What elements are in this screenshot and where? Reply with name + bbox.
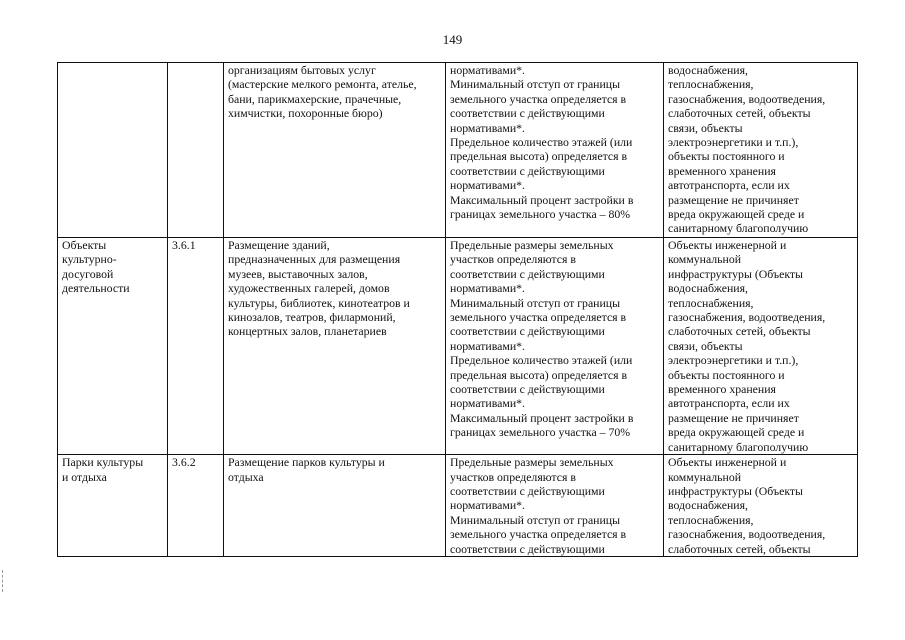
text-line: Минимальный отступ от границы <box>450 77 621 92</box>
auxiliary-uses-cell <box>664 455 858 557</box>
text-line: Минимальный отступ от границы <box>450 512 621 527</box>
text-line: временного хранения <box>668 163 776 178</box>
text-line: теплоснабжения, <box>668 295 754 310</box>
text-line: Объекты инженерной и <box>668 455 787 470</box>
text-line: слаботочных сетей, объекты <box>668 324 811 339</box>
text-line: объекты постоянного и <box>668 367 785 382</box>
scan-edge-mark <box>2 570 6 592</box>
text-line: химчистки, похоронные бюро) <box>228 106 383 121</box>
text-line: санитарному благополучию <box>668 221 809 236</box>
text-line: Предельные размеры земельных <box>450 238 614 252</box>
text-line: организациям бытовых услуг <box>228 63 376 77</box>
text-line: размещение не причиняет <box>668 192 799 207</box>
text-line: Предельное количество этажей (или <box>450 135 633 150</box>
text-line: отдыха <box>228 469 264 484</box>
text-line: автотранспорта, если их <box>668 178 790 193</box>
text-line: Максимальный процент застройки в <box>450 410 634 425</box>
auxiliary-uses-cell <box>664 238 858 455</box>
text-line: нормативами*. <box>450 498 525 513</box>
page-number: 149 <box>442 32 463 47</box>
use-description-cell <box>224 63 446 238</box>
text-line: Парки культуры <box>62 455 144 470</box>
text-line: водоснабжения, <box>668 63 748 77</box>
use-type-name-cell <box>58 238 168 455</box>
text-line: водоснабжения, <box>668 498 748 513</box>
text-line: и отдыха <box>62 469 107 484</box>
text-line: вреда окружающей среде и <box>668 207 805 222</box>
text-line: газоснабжения, водоотведения, <box>668 527 826 542</box>
text-line: художественных галерей, домов <box>228 281 390 296</box>
text-line: автотранспорта, если их <box>668 396 790 411</box>
use-type-code-cell: 3.6.2 <box>168 455 224 557</box>
building-parameters-cell <box>446 455 664 557</box>
text-line: концертных залов, планетариев <box>228 324 387 339</box>
text-line: связи, объекты <box>668 338 743 353</box>
text-line: теплоснабжения, <box>668 512 754 527</box>
land-use-table <box>57 62 858 557</box>
text-line: досуговой <box>62 266 114 281</box>
text-line: коммунальной <box>668 469 742 484</box>
text-line: временного хранения <box>668 382 776 397</box>
text-line: соответствии с действующими <box>450 324 605 339</box>
text-line: (мастерские мелкого ремонта, ателье, <box>228 77 417 92</box>
text-line: бани, парикмахерские, прачечные, <box>228 91 402 106</box>
use-type-code-cell: 3.6.1 <box>168 238 224 455</box>
text-line: размещение не причиняет <box>668 410 799 425</box>
building-parameters-cell <box>446 63 664 238</box>
text-line: предельная высота) определяется в <box>450 367 628 382</box>
text-line: музеев, выставочных залов, <box>228 266 368 281</box>
text-line: инфраструктуры (Объекты <box>668 266 803 281</box>
use-type-name-cell <box>58 455 168 557</box>
text-line: Размещение зданий, <box>228 238 330 252</box>
text-line: культуры, библиотек, кинотеатров и <box>228 295 410 310</box>
text-line: нормативами*. <box>450 396 525 411</box>
text-line: границах земельного участка – 70% <box>450 425 631 440</box>
text-line: земельного участка определяется в <box>450 527 627 542</box>
use-type-code-cell <box>168 63 224 238</box>
text-line: теплоснабжения, <box>668 77 754 92</box>
text-line: соответствии с действующими <box>450 106 605 121</box>
text-line: газоснабжения, водоотведения, <box>668 91 826 106</box>
text-line: соответствии с действующими <box>450 541 605 556</box>
text-line: соответствии с действующими <box>450 483 605 498</box>
text-line: деятельности <box>62 281 130 296</box>
building-parameters-cell <box>446 238 664 455</box>
text-line: санитарному благополучию <box>668 439 809 454</box>
text-line: слаботочных сетей, объекты <box>668 106 811 121</box>
text-line: коммунальной <box>668 252 742 267</box>
text-line: нормативами*. <box>450 63 525 77</box>
text-line: предельная высота) определяется в <box>450 149 628 164</box>
text-line: участков определяются в <box>450 252 576 267</box>
text-line: Объекты инженерной и <box>668 238 787 252</box>
text-line: водоснабжения, <box>668 281 748 296</box>
text-line: нормативами*. <box>450 338 525 353</box>
table-row <box>58 63 858 238</box>
text-line: Объекты <box>62 238 107 252</box>
text-line: культурно- <box>62 252 117 267</box>
text-line: нормативами*. <box>450 281 525 296</box>
text-line: границах земельного участка – 80% <box>450 207 631 222</box>
text-line: электроэнергетики и т.п.), <box>668 353 799 368</box>
text-line: инфраструктуры (Объекты <box>668 483 803 498</box>
auxiliary-uses-cell <box>664 63 858 238</box>
text-line: кинозалов, театров, филармоний, <box>228 310 396 325</box>
text-line: объекты постоянного и <box>668 149 785 164</box>
text-line: нормативами*. <box>450 178 525 193</box>
text-line: участков определяются в <box>450 469 576 484</box>
text-line: слаботочных сетей, объекты <box>668 541 811 556</box>
text-line: электроэнергетики и т.п.), <box>668 135 799 150</box>
text-line: вреда окружающей среде и <box>668 425 805 440</box>
text-line: Предельные размеры земельных <box>450 455 614 470</box>
table-row <box>58 238 858 455</box>
text-line: соответствии с действующими <box>450 163 605 178</box>
text-line: предназначенных для размещения <box>228 252 401 267</box>
use-type-name-cell <box>58 63 168 238</box>
text-line: Предельное количество этажей (или <box>450 353 633 368</box>
text-line: нормативами*. <box>450 120 525 135</box>
text-line: связи, объекты <box>668 120 743 135</box>
text-line: Размещение парков культуры и <box>228 455 385 470</box>
text-line: соответствии с действующими <box>450 382 605 397</box>
text-line: соответствии с действующими <box>450 266 605 281</box>
text-line: Минимальный отступ от границы <box>450 295 621 310</box>
use-description-cell <box>224 238 446 455</box>
text-line: земельного участка определяется в <box>450 310 627 325</box>
use-description-cell <box>224 455 446 557</box>
text-line: газоснабжения, водоотведения, <box>668 310 826 325</box>
table-row <box>58 455 858 557</box>
text-line: земельного участка определяется в <box>450 91 627 106</box>
text-line: Максимальный процент застройки в <box>450 192 634 207</box>
